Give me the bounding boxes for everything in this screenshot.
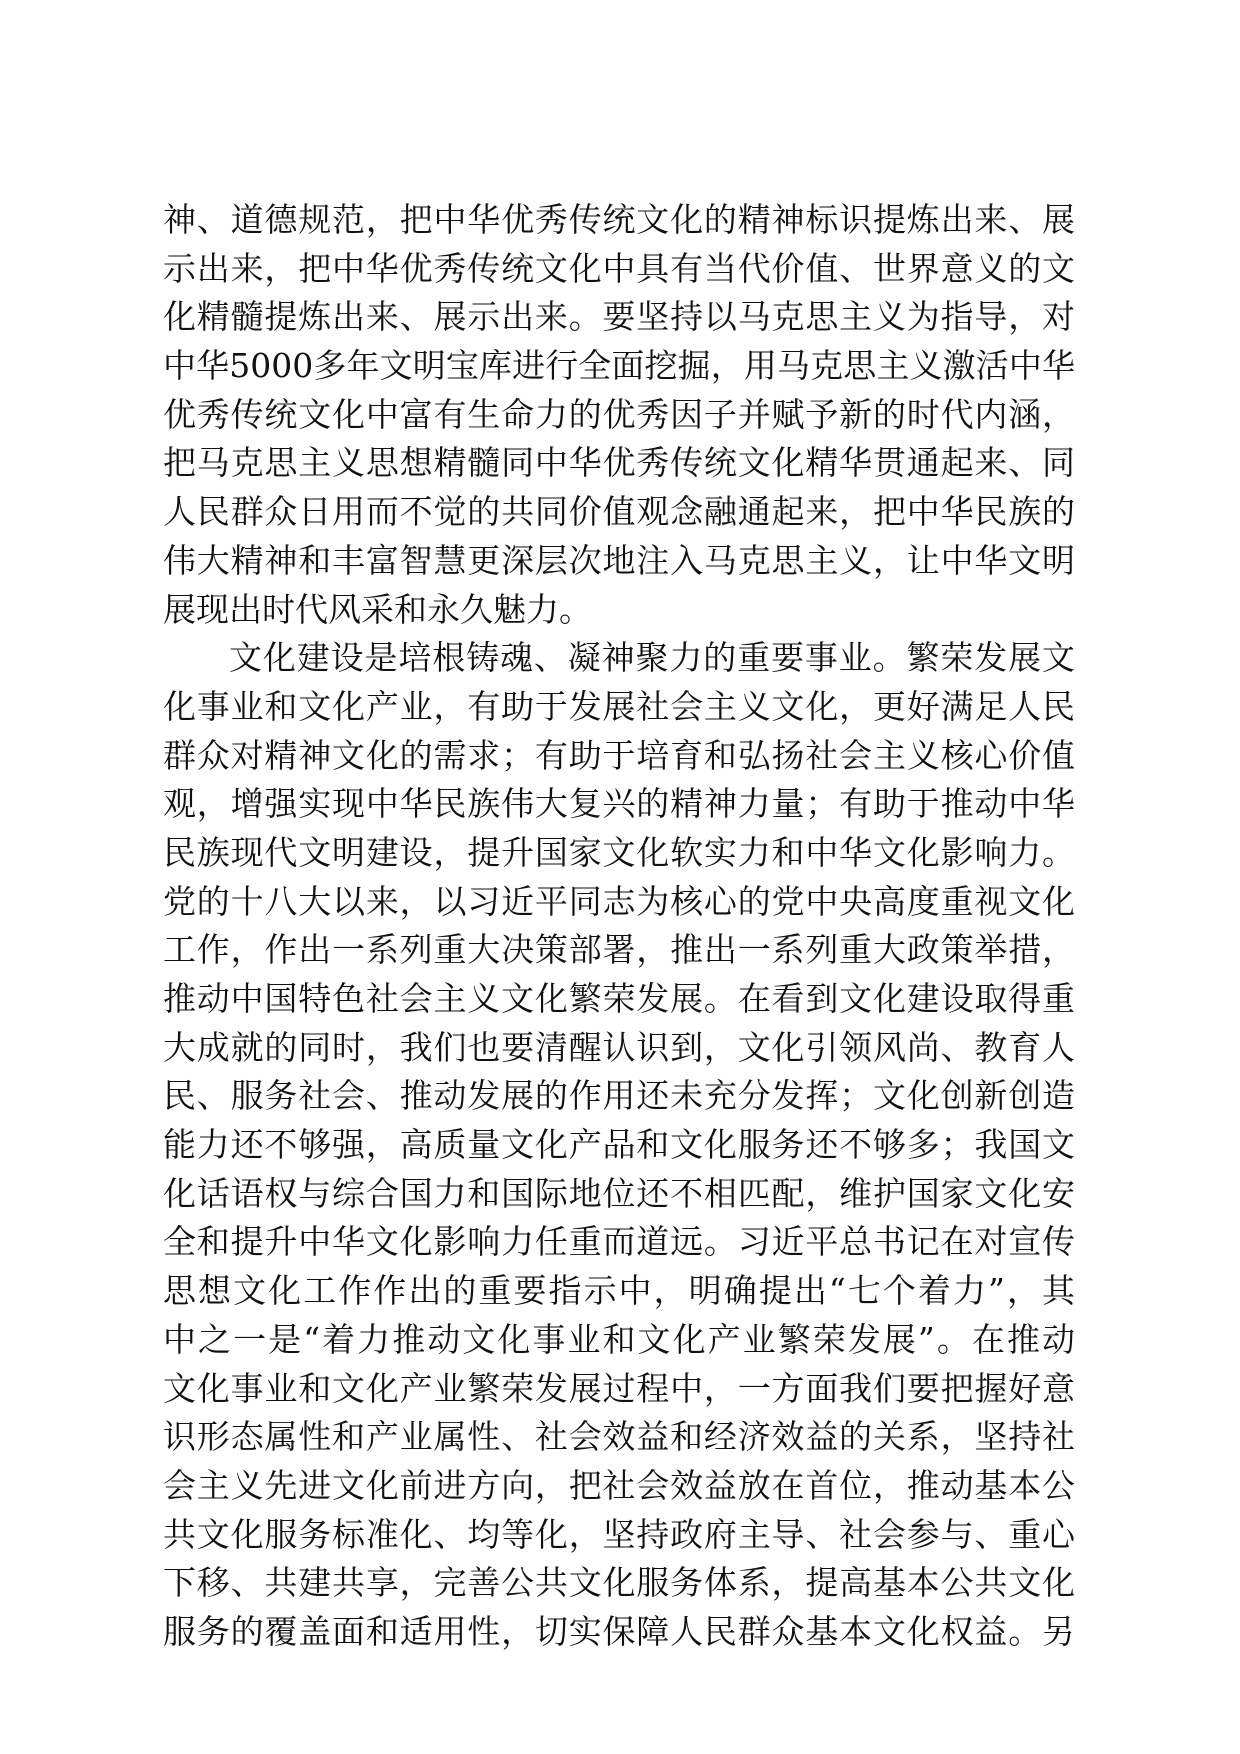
text-line: 优秀传统文化中富有生命力的优秀因子并赋予新的时代内涵， [163,394,1075,434]
text-line: 推动中国特色社会主义文化繁荣发展。在看到文化建设取得重 [163,979,1075,1018]
text-line: 服务的覆盖面和适用性，切实保障人民群众基本文化权益。另 [163,1611,1075,1651]
text-line: 化话语权与综合国力和国际地位还不相匹配，维护国家文化安 [163,1173,1075,1213]
text-line: 化事业和文化产业，有助于发展社会主义文化，更好满足人民 [163,686,1075,726]
text-line: 伟大精神和丰富智慧更深层次地注入马克思主义，让中华文明 [163,540,1075,580]
text-line: 群众对精神文化的需求；有助于培育和弘扬社会主义核心价值 [163,735,1075,775]
text-line: 能力还不够强，高质量文化产品和文化服务还不够多；我国文 [163,1125,1075,1165]
text-line: 思想文化工作作出的重要指示中，明确提出“七个着力”，其 [163,1271,1075,1311]
text-line: 民、服务社会、推动发展的作用还未充分发挥；文化创新创造 [163,1076,1075,1116]
text-line: 文化建设是培根铸魂、凝神聚力的重要事业。繁荣发展文 [229,638,1075,678]
text-line: 观，增强实现中华民族伟大复兴的精神力量；有助于推动中华 [163,784,1075,824]
text-line: 文化事业和文化产业繁荣发展过程中，一方面我们要把握好意 [163,1368,1075,1408]
text-line: 下移、共建共享，完善公共文化服务体系，提高基本公共文化 [163,1563,1075,1603]
text-line: 工作，作出一系列重大决策部署，推出一系列重大政策举措， [163,930,1075,970]
text-line: 全和提升中华文化影响力任重而道远。习近平总书记在对宣传 [163,1222,1075,1262]
text-line: 人民群众日用而不觉的共同价值观念融通起来，把中华民族的 [163,492,1075,532]
text-line: 化精髓提炼出来、展示出来。要坚持以马克思主义为指导，对 [163,297,1075,337]
paragraph-1 [163,196,1075,634]
text-line: 中之一是“着力推动文化事业和文化产业繁荣发展”。在推动 [163,1319,1075,1359]
text-line: 识形态属性和产业属性、社会效益和经济效益的关系，坚持社 [163,1417,1075,1457]
text-line: 中华5000多年文明宝库进行全面挖掘，用马克思主义激活中华 [163,346,1075,386]
text-line: 大成就的同时，我们也要清醒认识到，文化引领风尚、教育人 [163,1027,1075,1067]
text-line: 民族现代文明建设，提升国家文化软实力和中华文化影响力。 [163,832,1075,872]
text-line: 会主义先进文化前进方向，把社会效益放在首位，推动基本公 [163,1465,1075,1505]
paragraph-2 [163,634,1075,1656]
body-text [163,196,1075,1657]
text-line: 把马克思主义思想精髓同中华优秀传统文化精华贯通起来、同 [163,443,1075,483]
text-line: 共文化服务标准化、均等化，坚持政府主导、社会参与、重心 [163,1514,1075,1554]
text-line: 党的十八大以来，以习近平同志为核心的党中央高度重视文化 [163,881,1075,921]
text-line: 展现出时代风采和永久魅力。 [163,589,592,629]
text-line: 神、道德规范，把中华优秀传统文化的精神标识提炼出来、展 [163,200,1075,239]
text-line: 示出来，把中华优秀传统文化中具有当代价值、世界意义的文 [163,248,1075,288]
